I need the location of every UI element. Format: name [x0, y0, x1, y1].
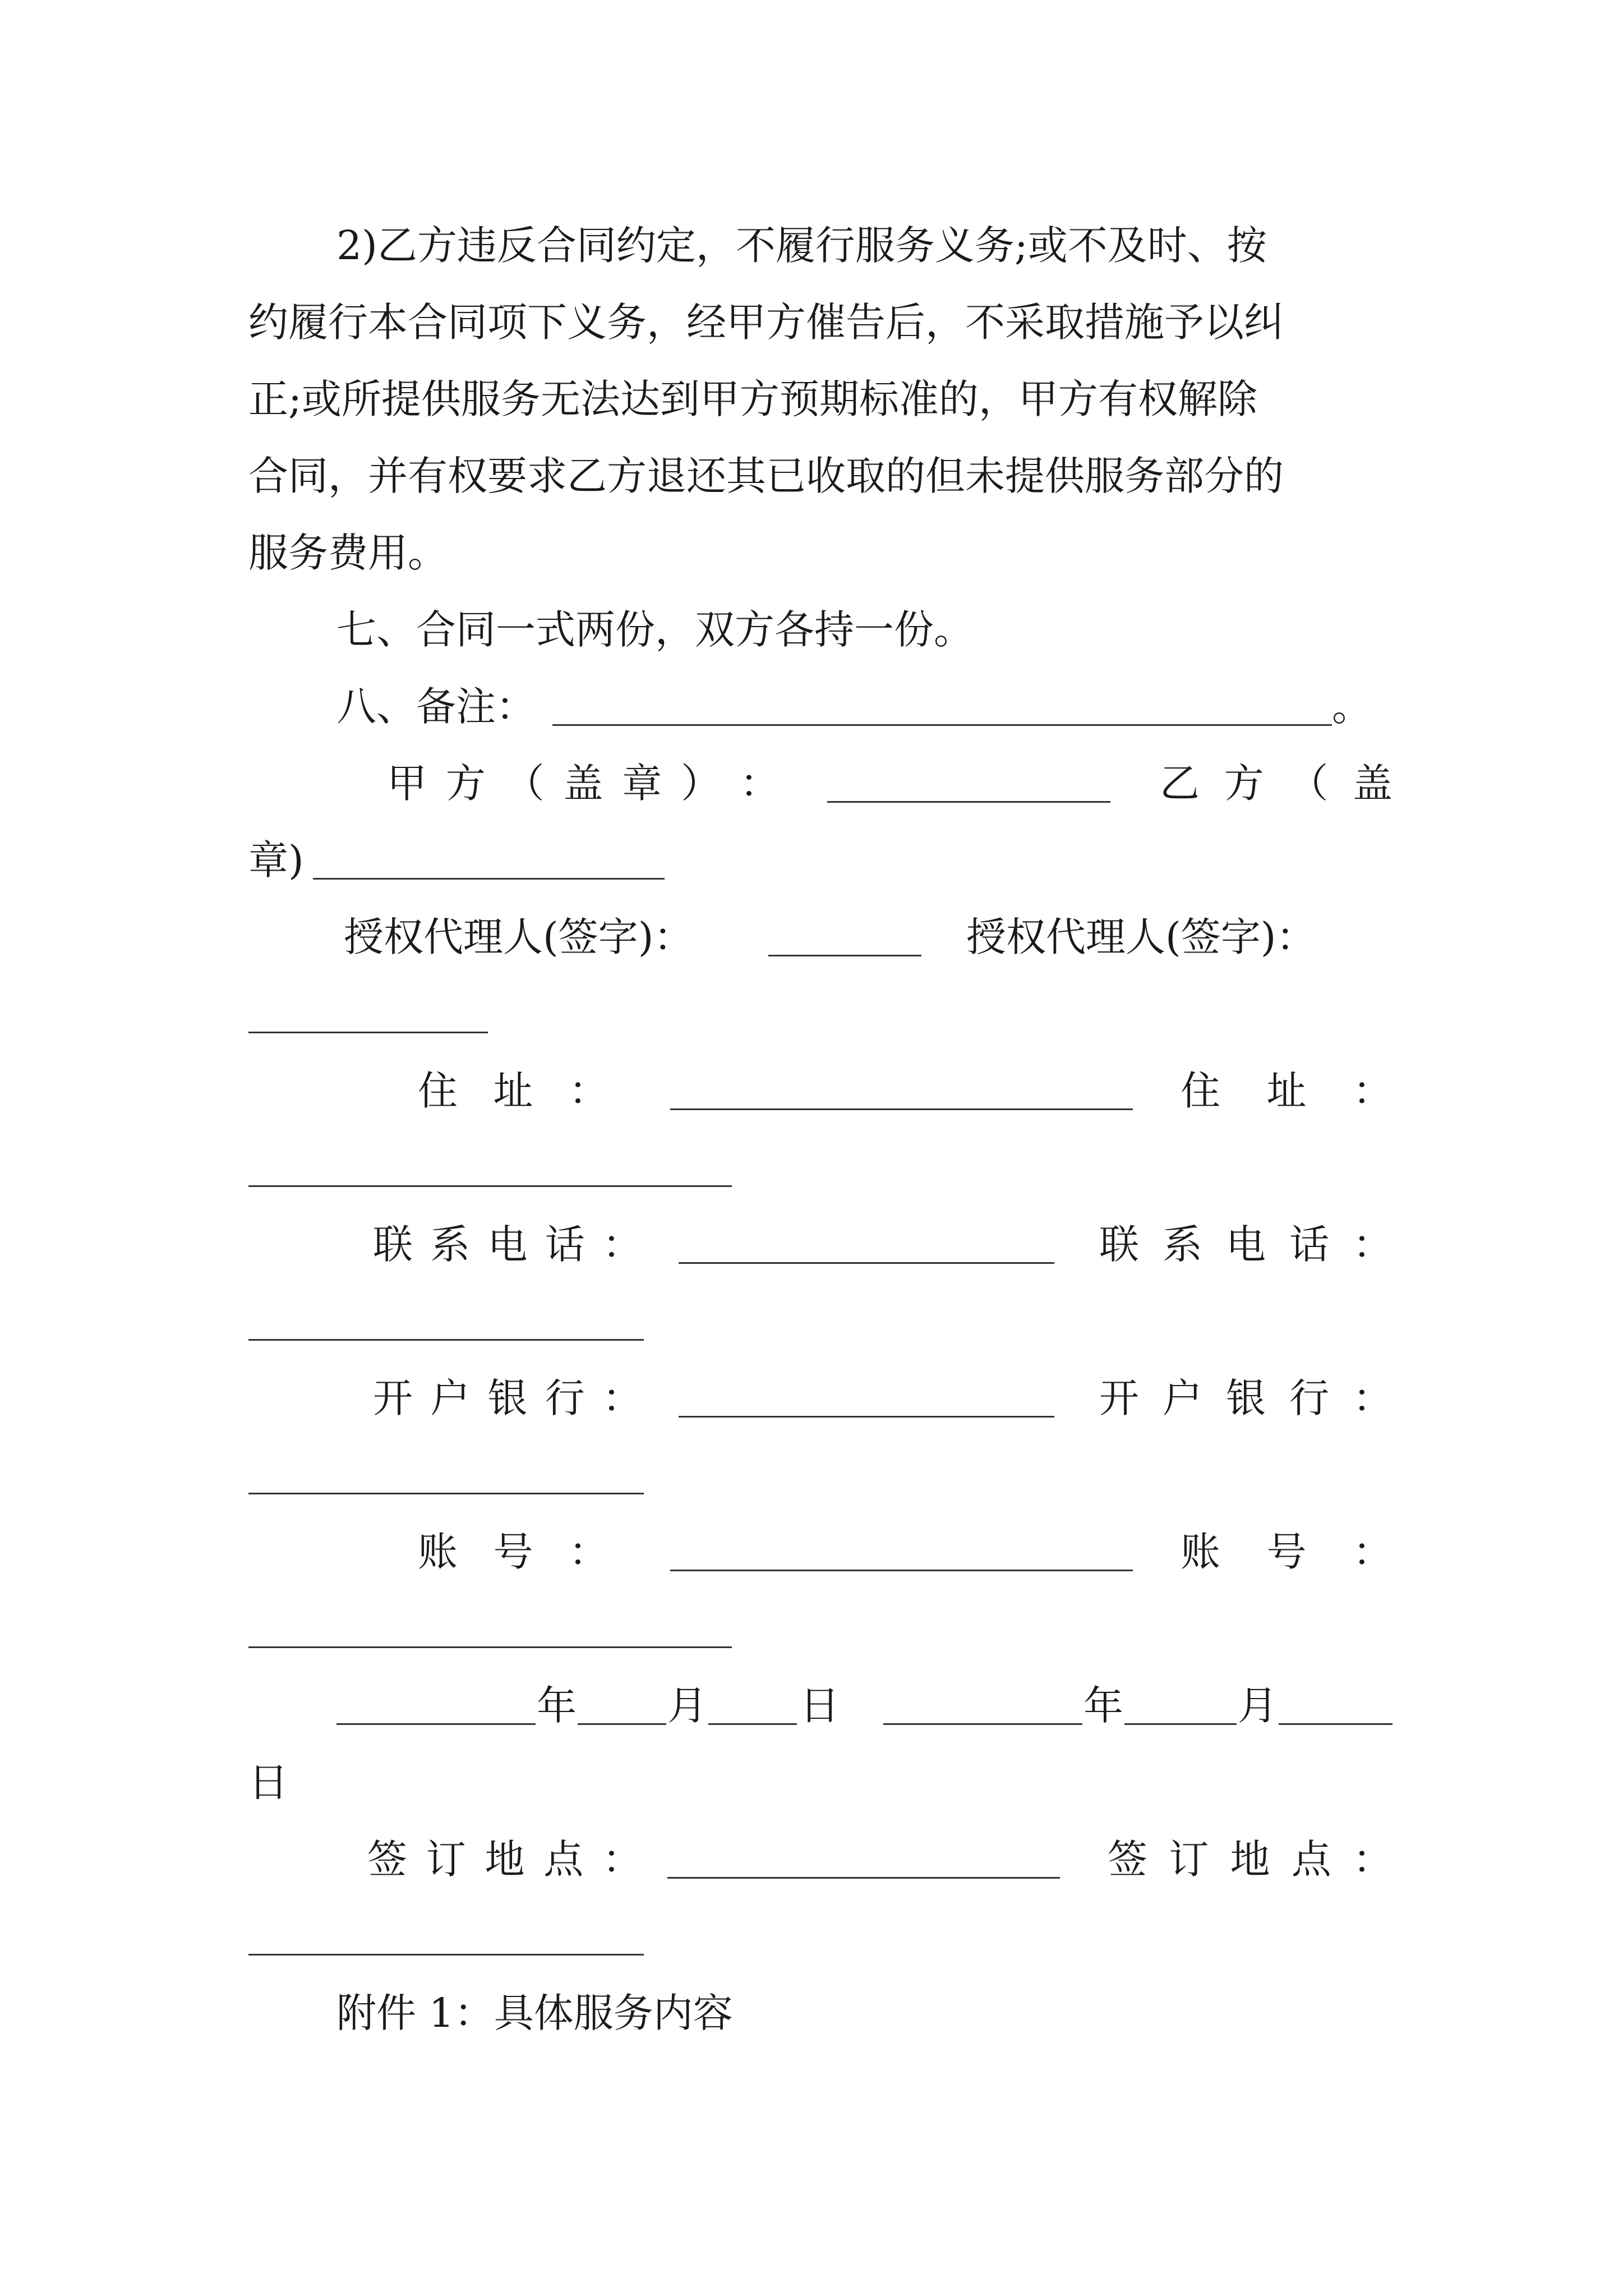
bank-b-label — [1099, 1372, 1393, 1425]
label-char: 开 — [1099, 1375, 1140, 1421]
bank-b-field[interactable] — [248, 1448, 644, 1502]
para1-line2 — [248, 296, 1393, 349]
label-char: ： — [602, 1221, 642, 1268]
label-char: ： — [1352, 1068, 1393, 1114]
clause-7 — [336, 603, 1481, 657]
label-char: 乙 — [1160, 760, 1200, 807]
para1-line4 — [248, 449, 1393, 503]
date-b-year-field[interactable] — [883, 1679, 1082, 1733]
label-char: 址 — [1266, 1068, 1307, 1114]
party-a-seal-field[interactable] — [827, 757, 1110, 811]
place-b-field-row — [248, 1910, 1393, 1963]
label-char: ： — [1352, 1529, 1393, 1575]
place-b-field[interactable] — [248, 1910, 644, 1963]
date-a-day-label: 日 — [800, 1682, 840, 1729]
remark-field[interactable] — [552, 680, 1332, 734]
label-char: 盖 — [1352, 760, 1393, 807]
place-b-label — [1108, 1833, 1393, 1887]
place-a-field-wrap — [667, 1833, 1060, 1887]
remark-label: 八、备注： — [336, 683, 536, 730]
account-a-label — [418, 1525, 608, 1579]
label-char: 账 — [1181, 1529, 1221, 1575]
bank-a-field-wrap — [679, 1372, 1054, 1425]
party-a-label — [387, 757, 780, 811]
label-char: 话 — [1289, 1221, 1329, 1268]
label-char: （ — [504, 760, 545, 807]
para1-text: 合同，并有权要求乙方退还其已收取的但未提供服务部分的 — [248, 453, 1284, 499]
phone-b-field[interactable] — [248, 1295, 644, 1349]
phone-a-label — [373, 1218, 642, 1272]
label-char: 点 — [1291, 1836, 1331, 1883]
label-char: 地 — [485, 1836, 525, 1883]
date-b-month-field[interactable] — [1124, 1679, 1237, 1733]
address-a-label — [418, 1064, 608, 1118]
clause-8 — [336, 680, 1402, 734]
address-b-field[interactable] — [248, 1141, 732, 1195]
date-b-day-label: 日 — [248, 1759, 289, 1806]
party-b-label-cont — [248, 834, 1393, 887]
label-char: ： — [739, 760, 780, 807]
account-a-field[interactable] — [670, 1525, 1133, 1579]
label-char: 户 — [1162, 1375, 1202, 1421]
place-a-label — [367, 1833, 642, 1887]
account-a-field-wrap — [670, 1525, 1133, 1579]
label-char: 签 — [1108, 1836, 1148, 1883]
account-b-field-row — [248, 1602, 1393, 1656]
label-char: 签 — [367, 1836, 408, 1883]
address-a-field-wrap — [670, 1064, 1133, 1118]
date-a-day-field[interactable] — [708, 1679, 797, 1733]
para1-text: 服务费用。 — [248, 530, 448, 576]
label-char: 住 — [418, 1068, 458, 1114]
phone-b-label — [1099, 1218, 1393, 1272]
party-b-label-end: 章) — [248, 837, 304, 884]
label-char: （ — [1288, 760, 1329, 807]
para1-text: 约履行本合同项下义务，经甲方催告后，不采取措施予以纠 — [248, 299, 1284, 346]
label-char: 甲 — [387, 760, 427, 807]
agent-row — [248, 910, 1393, 964]
label-char: ： — [1352, 1836, 1393, 1883]
agent-b-label: 授权代理人(签字)： — [966, 914, 1316, 960]
label-char: ： — [568, 1529, 608, 1575]
address-a-field[interactable] — [670, 1064, 1133, 1118]
account-b-field[interactable] — [248, 1602, 732, 1656]
label-char: 联 — [373, 1221, 413, 1268]
bank-a-field[interactable] — [679, 1372, 1054, 1425]
para1-line3 — [248, 372, 1393, 426]
label-char: 系 — [430, 1221, 471, 1268]
party-b-seal-field[interactable] — [313, 834, 665, 887]
label-char: 点 — [543, 1836, 584, 1883]
date-a-year-label: 年 — [537, 1682, 577, 1729]
date-a-year-field[interactable] — [336, 1679, 536, 1733]
bank-b-field-row — [248, 1448, 1393, 1502]
label-char: 地 — [1230, 1836, 1270, 1883]
label-char: 电 — [1225, 1221, 1266, 1268]
account-b-label — [1181, 1525, 1393, 1579]
label-char: 话 — [545, 1221, 585, 1268]
para1-line1 — [336, 219, 1393, 273]
label-char: 方 — [1224, 760, 1264, 807]
clause-7-text: 七、合同一式两份，双方各持一份。 — [336, 606, 974, 653]
label-char: 行 — [545, 1375, 585, 1421]
label-char: 号 — [493, 1529, 533, 1575]
attachment — [336, 1986, 1481, 2040]
label-char: ： — [602, 1836, 642, 1883]
label-char: 章 — [622, 760, 662, 807]
bank-a-label — [373, 1372, 642, 1425]
label-char: 号 — [1266, 1529, 1307, 1575]
phone-a-field[interactable] — [679, 1218, 1054, 1272]
date-b-year-label: 年 — [1083, 1682, 1124, 1729]
para1-text: 2)乙方违反合同约定，不履行服务义务;或不及时、按 — [336, 222, 1267, 269]
label-char: 址 — [493, 1068, 533, 1114]
label-char: 订 — [1169, 1836, 1209, 1883]
label-char: 银 — [487, 1375, 528, 1421]
label-char: ： — [1352, 1221, 1393, 1268]
label-char: 银 — [1225, 1375, 1266, 1421]
label-char: 账 — [418, 1529, 458, 1575]
date-row — [248, 1679, 1393, 1733]
date-row-cont — [248, 1756, 1393, 1810]
label-char: 订 — [426, 1836, 466, 1883]
agent-a-label: 授权代理人(签字)： — [344, 914, 694, 960]
attachment-text: 附件 1：具体服务内容 — [336, 1990, 733, 2036]
label-char: ： — [568, 1068, 608, 1114]
place-a-field[interactable] — [667, 1833, 1060, 1887]
label-char: 电 — [487, 1221, 528, 1268]
label-char: 户 — [430, 1375, 471, 1421]
para1-text: 正;或所提供服务无法达到甲方预期标准的，甲方有权解除 — [248, 376, 1257, 422]
para1-line5 — [248, 526, 1393, 580]
label-char: 行 — [1289, 1375, 1329, 1421]
address-b-label — [1181, 1064, 1393, 1118]
remark-end: 。 — [1332, 683, 1372, 730]
label-char: ） — [681, 760, 721, 807]
date-a-month-label: 月 — [667, 1682, 708, 1729]
label-char: ： — [602, 1375, 642, 1421]
phone-a-field-wrap — [679, 1218, 1054, 1272]
label-char: 住 — [1181, 1068, 1221, 1114]
label-char: ： — [1352, 1375, 1393, 1421]
date-b-month-label: 月 — [1238, 1682, 1278, 1729]
agent-a-field[interactable] — [768, 910, 921, 964]
date-a-month-field[interactable] — [578, 1679, 666, 1733]
phone-b-field-row — [248, 1295, 1393, 1349]
agent-b-field-row — [248, 987, 1393, 1041]
label-char: 系 — [1162, 1221, 1202, 1268]
party-a-seal-field-wrap — [827, 757, 1110, 811]
agent-b-field[interactable] — [248, 987, 488, 1041]
date-b-day-field[interactable] — [1279, 1679, 1393, 1733]
label-char: 方 — [445, 760, 486, 807]
party-b-label — [1160, 757, 1393, 811]
label-char: 开 — [373, 1375, 413, 1421]
label-char: 联 — [1099, 1221, 1140, 1268]
address-b-field-row — [248, 1141, 1393, 1195]
label-char: 盖 — [563, 760, 603, 807]
